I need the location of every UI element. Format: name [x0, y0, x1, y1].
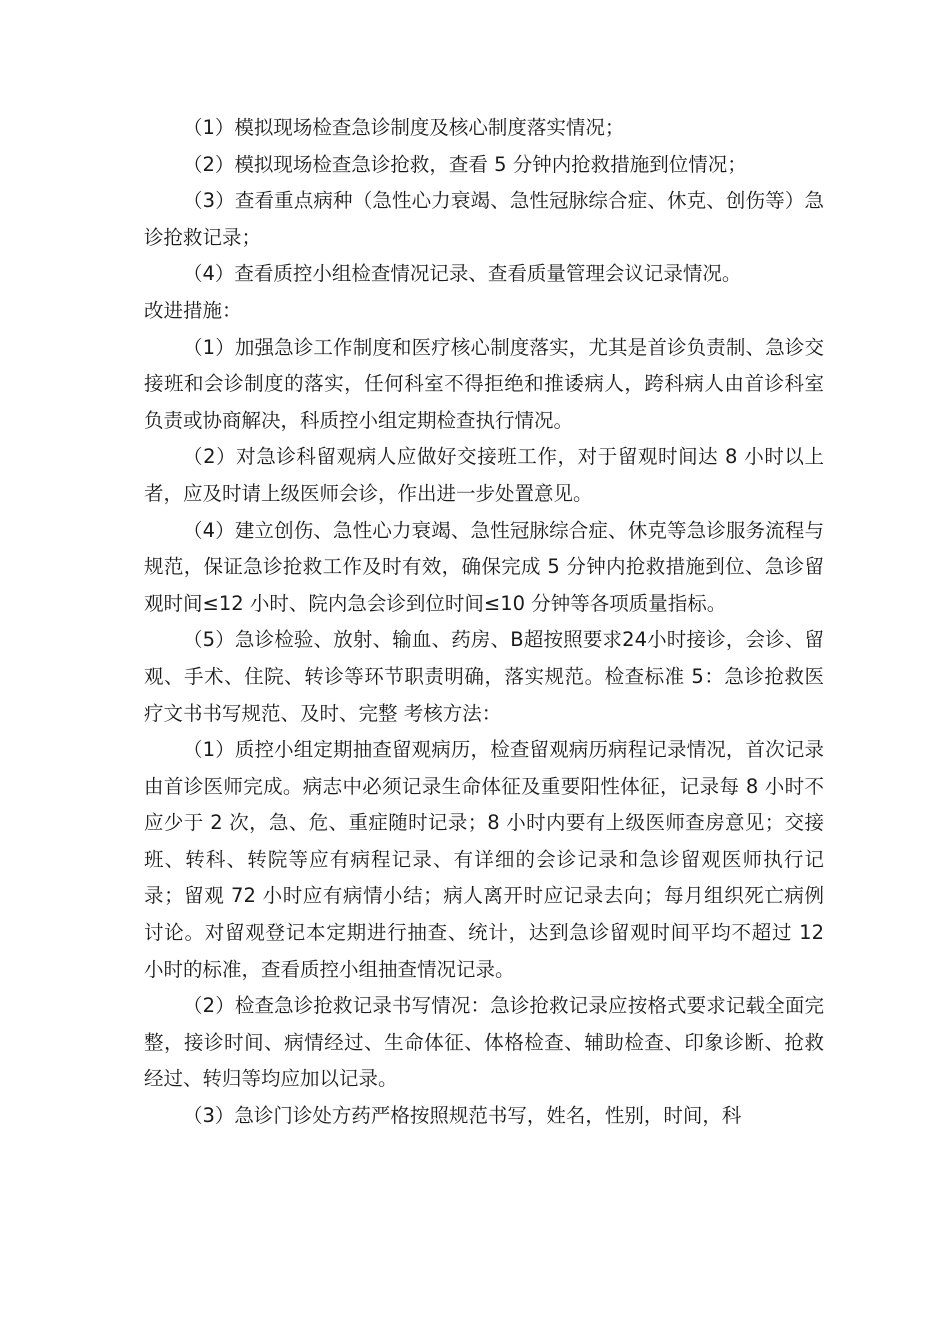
- paragraph-check-2: （2）模拟现场检查急诊抢救，查看 5 分钟内抢救措施到位情况；: [183, 152, 747, 176]
- paragraph-improve-2: （2）对急诊科留观病人应做好交接班工作，对于留观时间达 8 小时以上者，应及时请上级医师会诊，作出进一步处置意见。: [144, 445, 824, 505]
- paragraph-improve-1: （1）加强急诊工作制度和医疗核心制度落实，尤其是首诊负责制、急诊交接班和会诊制度的落实，任何科室不得拒绝和推诿病人，跨科病人由首诊科室负责或协商解决，科质控小组定期检查执行情况。: [144, 335, 824, 432]
- document-body: [144, 110, 824, 1135]
- paragraph-assess-1: （1）质控小组定期抽查留观病历，检查留观病历病程记录情况，首次记录由首诊医师完成。病志中必须记录生命体征及重要阳性体征，记录每 8 小时不应少于 2 次，急、危、重症随时记录；8 小时内要有上级医师查房意见；交接班、转科、转院等应有病程记录、有详细的会诊记录和急诊留观医师执行记录；留观 72 小时应有病情小结；病人离开时应记录去向；每月组织死亡病例讨论。对留观登记本定期进行抽查、统计，达到急诊留观时间平均不超过 12 小时的标准，查看质控小组抽查情况记录。: [144, 738, 824, 981]
- paragraph-check-4: （4）查看质控小组检查情况记录、查看质量管理会议记录情况。: [183, 262, 742, 286]
- paragraph-assess-3: （3）急诊门诊处方药严格按照规范书写，姓名，性别，时间，科: [183, 1104, 742, 1128]
- paragraph-check-1: （1）模拟现场检查急诊制度及核心制度落实情况；: [183, 116, 625, 139]
- section-heading-improvement: 改进措施：: [144, 298, 242, 322]
- paragraph-assess-2: （2）检查急诊抢救记录书写情况：急诊抢救记录应按格式要求记载全面完整，接诊时间、病情经过、生命体征、体格检查、辅助检查、印象诊断、抢救经过、转归等均应加以记录。: [144, 994, 824, 1091]
- paragraph-improve-4: （4）建立创伤、急性心力衰竭、急性冠脉综合症、休克等急诊服务流程与规范，保证急诊抢救工作及时有效，确保完成 5 分钟内抢救措施到位、急诊留观时间≤12 小时、院内急会诊到位时间≤10 分钟等各项质量指标。: [144, 518, 824, 615]
- paragraph-improve-5: （5）急诊检验、放射、输血、药房、B超按照要求24小时接诊，会诊、留观、手术、住院、转诊等环节职责明确，落实规范。检查标准 5：急诊抢救医疗文书书写规范、及时、完整 考核方法：: [144, 628, 824, 725]
- paragraph-check-3: （3）查看重点病种（急性心力衰竭、急性冠脉综合症、休克、创伤等）急诊抢救记录；: [144, 189, 824, 249]
